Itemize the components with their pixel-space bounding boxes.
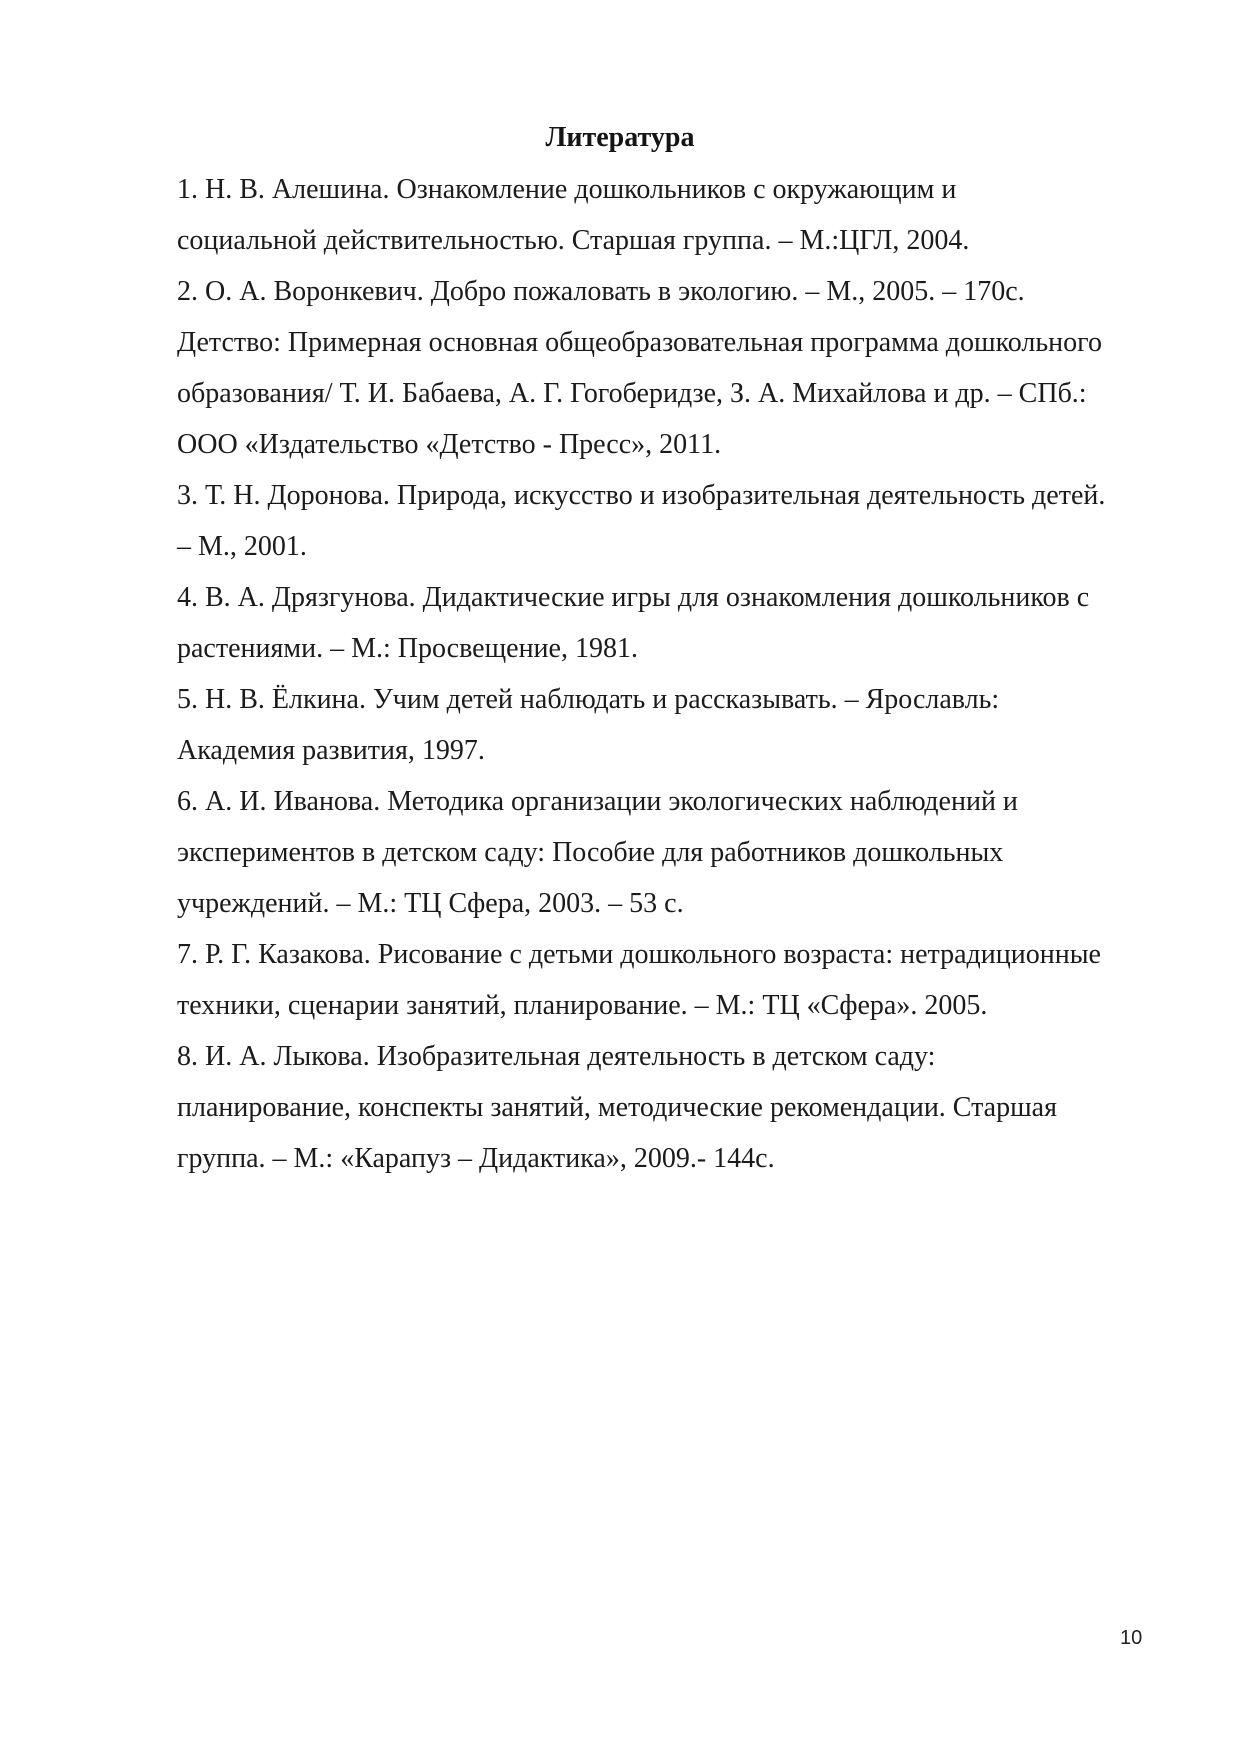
text-line: 7. Р. Г. Казакова. Рисование с детьми дошкольного возраста: нетрадиционные bbox=[177, 939, 1101, 970]
page-number: 10 bbox=[1120, 1627, 1143, 1649]
text-line: учреждений. – М.: ТЦ Сфера, 2003. – 53 с. bbox=[177, 888, 684, 919]
text-line: растениями. – М.: Просвещение, 1981. bbox=[177, 633, 638, 664]
text-line: ООО «Издательство «Детство - Пресс», 2011. bbox=[177, 429, 722, 460]
text-line: техники, сценарии занятий, планирование. – М.: ТЦ «Сфера». 2005. bbox=[177, 990, 988, 1021]
text-line: Детство: Примерная основная общеобразовательная программа дошкольного bbox=[177, 327, 1102, 358]
text-line: планирование, конспекты занятий, методические рекомендации. Старшая bbox=[177, 1092, 1057, 1123]
text-line: 3. Т. Н. Доронова. Природа, искусство и изобразительная деятельность детей. bbox=[177, 480, 1106, 511]
text-line: группа. – М.: «Карапуз – Дидактика», 2009.- 144с. bbox=[177, 1143, 775, 1174]
text-line: Академия развития, 1997. bbox=[177, 735, 485, 766]
text-line: экспериментов в детском саду: Пособие для работников дошкольных bbox=[177, 837, 1004, 868]
text-line: 5. Н. В. Ёлкина. Учим детей наблюдать и рассказывать. – Ярославль: bbox=[177, 684, 1000, 715]
text-line: – М., 2001. bbox=[177, 531, 307, 562]
text-line: 8. И. А. Лыкова. Изобразительная деятельность в детском саду: bbox=[177, 1041, 936, 1072]
page-title: Литература bbox=[545, 122, 695, 153]
text-line: 2. О. А. Воронкевич. Добро пожаловать в экологию. – М., 2005. – 170с. bbox=[177, 276, 1025, 307]
text-line: 1. Н. В. Алешина. Ознакомление дошкольников с окружающим и bbox=[177, 174, 957, 205]
text-line: 6. А. И. Иванова. Методика организации экологических наблюдений и bbox=[177, 786, 1018, 817]
text-line: 4. В. А. Дрязгунова. Дидактические игры для ознакомления дошкольников с bbox=[177, 582, 1090, 613]
text-line: образования/ Т. И. Бабаева, А. Г. Гогоберидзе, З. А. Михайлова и др. – СПб.: bbox=[177, 378, 1087, 409]
text-line: социальной действительностью. Старшая группа. – М.:ЦГЛ, 2004. bbox=[177, 225, 970, 256]
bibliography-list bbox=[177, 164, 1177, 1184]
